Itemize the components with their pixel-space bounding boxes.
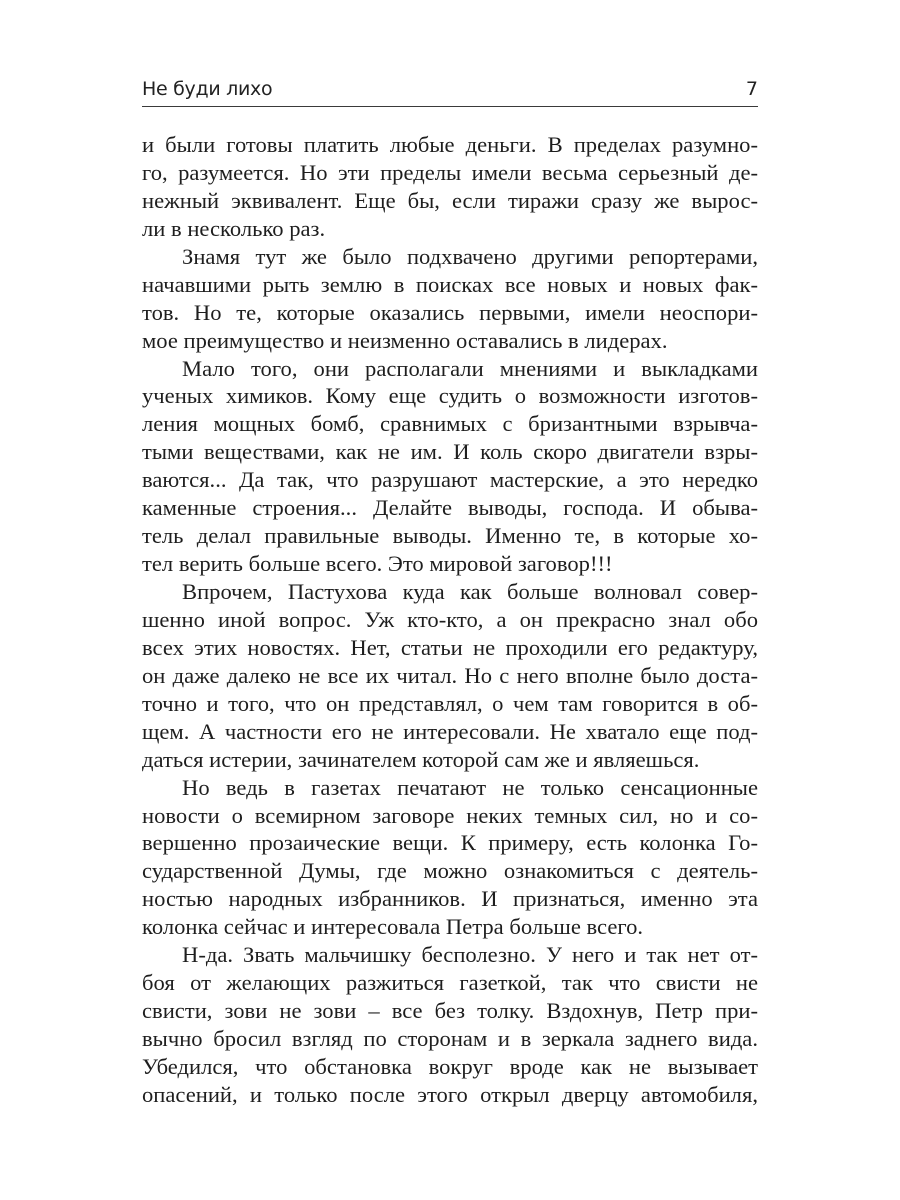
text-line: и были готовы платить любые деньги. В пределах разумно- <box>142 132 758 157</box>
text-line: свисти, зови не зови – все без толку. Вздохнув, Петр при- <box>142 998 758 1024</box>
text-line: Знамя тут же было подхвачено другими репортерами, <box>182 243 758 269</box>
text-line: новости о всемирном заговоре неких темных сил, но и со- <box>142 802 758 828</box>
text-line: го, разумеется. Но эти пределы имели весьма серьезный де- <box>142 159 758 185</box>
text-line: колонка сейчас и интересовала Петра больше всего. <box>142 914 644 940</box>
text-line: начавшими рыть землю в поисках все новых и новых фак- <box>142 271 758 297</box>
text-line: опасений, и только после этого открыл дверцу автомобиля, <box>142 1081 758 1107</box>
text-line: Но ведь в газетах печатают не только сенсационные <box>182 774 758 800</box>
text-line: шенно иной вопрос. Уж кто-кто, а он прекрасно знал обо <box>142 606 758 632</box>
text-line: даться истерии, зачинателем которой сам же и являешься. <box>142 746 700 772</box>
text-line: Н-да. Звать мальчишку бесполезно. У него и так нет от- <box>182 942 758 968</box>
text-line: ностью народных избранников. И признаться, именно эта <box>142 886 758 912</box>
text-line: Убедился, что обстановка вокруг вроде как не вызывает <box>142 1053 758 1079</box>
paragraph <box>142 131 758 243</box>
paragraph <box>142 941 758 1109</box>
text-line: сударственной Думы, где можно ознакомиться с деятель- <box>142 858 758 884</box>
text-line: тыми веществами, как не им. И коль скоро двигатели взры- <box>142 439 758 465</box>
text-line: ученых химиков. Кому еще судить о возможности изготов- <box>142 383 758 409</box>
text-line: ваются... Да так, что разрушают мастерские, а это нередко <box>142 467 758 493</box>
text-line: всех этих новостях. Нет, статьи не проходили его редактуру, <box>142 634 758 660</box>
paragraph <box>142 578 758 774</box>
text-line: Впрочем, Пастухова куда как больше волновал совер- <box>182 579 758 604</box>
text-line: мое преимущество и неизменно оставались в лидерах. <box>142 327 668 353</box>
paragraph <box>142 243 758 355</box>
text-line: боя от желающих разжиться газеткой, так что свисти не <box>142 970 758 996</box>
text-line: ления мощных бомб, сравнимых с бризантными взрывча- <box>142 411 758 437</box>
page-number: 7 <box>745 78 758 100</box>
text-line: вершенно прозаические вещи. К примеру, есть колонка Го- <box>142 830 758 856</box>
running-title: Не буди лихо <box>142 78 273 100</box>
text-line: ли в несколько раз. <box>142 215 326 241</box>
text-line: вычно бросил взгляд по сторонам и в зеркала заднего вида. <box>142 1026 758 1051</box>
text-line: он даже далеко не все их читал. Но с него вполне было доста- <box>142 662 758 688</box>
text-line: тель делал правильные выводы. Именно те, в которые хо- <box>142 523 758 549</box>
text-line: тел верить больше всего. Это мировой заговор!!! <box>142 551 613 577</box>
text-line: щем. А частности его не интересовали. Не хватало еще под- <box>142 718 758 744</box>
paragraph <box>142 355 758 579</box>
running-header <box>142 74 758 107</box>
text-line: точно и того, что он представлял, о чем там говорится в об- <box>142 690 758 716</box>
body-text <box>142 131 758 1109</box>
paragraph <box>142 774 758 942</box>
text-line: нежный эквивалент. Еще бы, если тиражи сразу же вырос- <box>142 187 758 213</box>
text-line: тов. Но те, которые оказались первыми, имели неоспори- <box>142 299 758 325</box>
text-line: каменные строения... Делайте выводы, господа. И обыва- <box>142 495 758 521</box>
text-line: Мало того, они располагали мнениями и выкладками <box>182 355 758 381</box>
